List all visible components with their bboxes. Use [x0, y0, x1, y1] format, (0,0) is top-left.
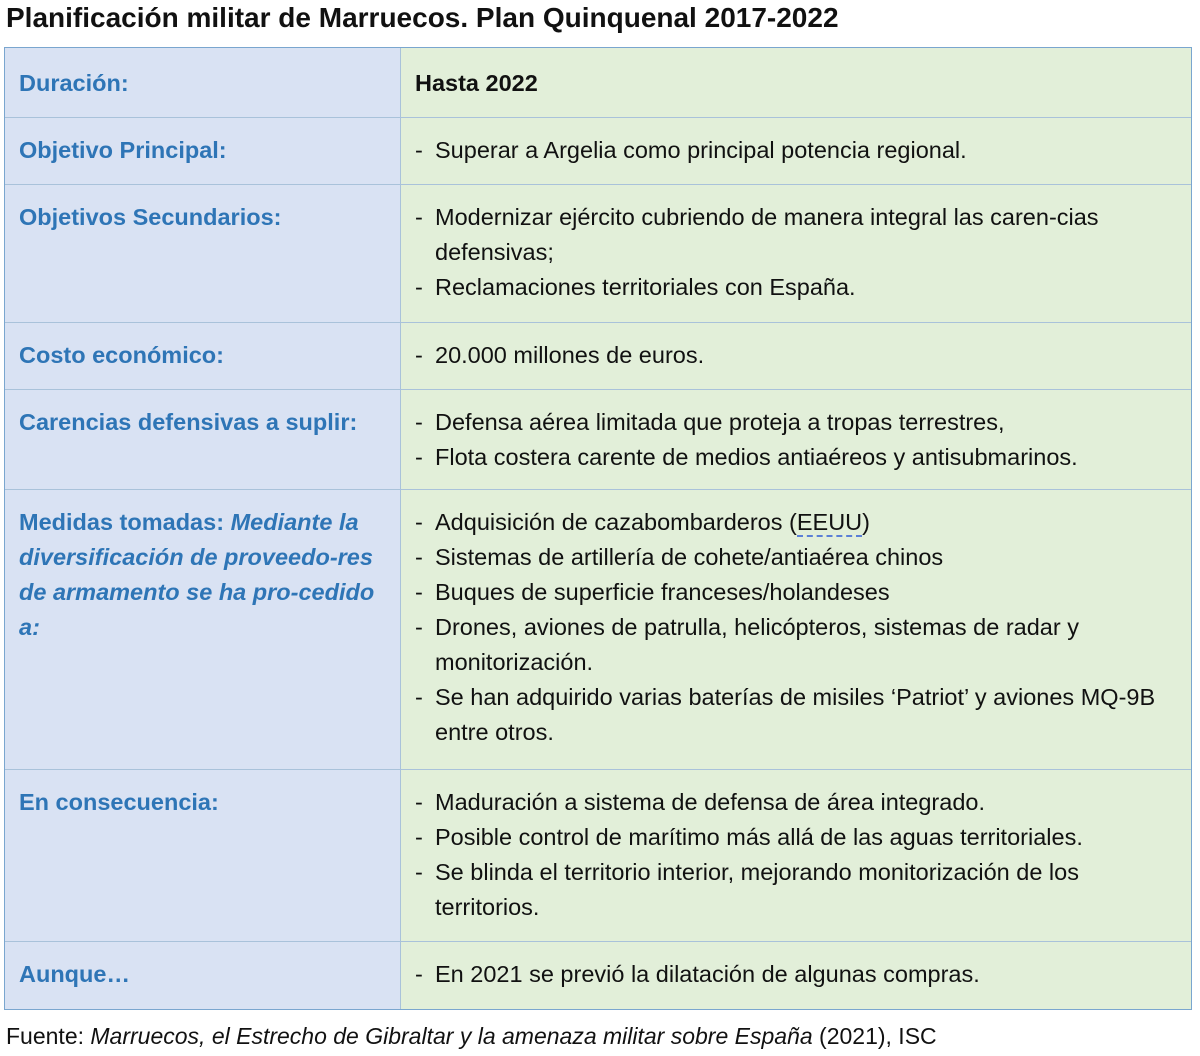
- row-label-italic: Mediante la diversificación de proveedo-res de armamento se ha pro-cedido a:: [19, 509, 375, 640]
- row-content: [401, 323, 1191, 389]
- row-label: Objetivo Principal:: [5, 118, 401, 184]
- row-label: Costo económico:: [5, 323, 401, 389]
- row-content: [401, 390, 1191, 489]
- list-item: - En 2021 se previó la dilatación de algunas compras.: [415, 961, 980, 987]
- list-item: - Reclamaciones territoriales con España.: [415, 274, 856, 300]
- list-item: - Sistemas de artillería de cohete/antiaérea chinos: [415, 544, 944, 570]
- list-item: - Adquisición de cazabombarderos (EEUU): [415, 509, 870, 535]
- table-row-medidas-tomadas: [5, 490, 1191, 770]
- source-footer: [6, 1018, 1194, 1054]
- list-item: - Superar a Argelia como principal potencia regional.: [415, 137, 967, 163]
- document-title: Planificación militar de Marruecos. Plan Quinquenal 2017-2022: [6, 2, 839, 33]
- row-content: [401, 185, 1191, 322]
- list-item: - Buques de superficie franceses/holandeses: [415, 579, 890, 605]
- list-item: - Maduración a sistema de defensa de área integrado.: [415, 789, 985, 815]
- table-row-objetivos-secundarios: [5, 185, 1191, 323]
- table-row-aunque: [5, 942, 1191, 1009]
- list-item: - Defensa aérea limitada que proteja a tropas terrestres,: [415, 409, 1005, 435]
- row-label: Duración:: [5, 48, 401, 117]
- list-item: - Se han adquirido varias baterías de misiles ‘Patriot’ y aviones MQ-9B entre otros.: [415, 684, 1156, 745]
- row-label: Objetivos Secundarios:: [5, 185, 401, 322]
- row-label: Carencias defensivas a suplir:: [5, 390, 401, 489]
- list-item: - Se blinda el territorio interior, mejorando monitorización de los territorios.: [415, 859, 1079, 920]
- eeuu-abbreviation: EEUU: [796, 509, 863, 535]
- row-content: [401, 942, 1191, 1009]
- list-item: - Flota costera carente de medios antiaéreos y antisubmarinos.: [415, 444, 1078, 470]
- row-content: [401, 118, 1191, 184]
- row-content: [401, 770, 1191, 941]
- list-item: - 20.000 millones de euros.: [415, 342, 705, 368]
- table-row-en-consecuencia: [5, 770, 1191, 942]
- footer-source-title: Marruecos, el Estrecho de Gibraltar y la amenaza militar sobre España: [90, 1023, 813, 1049]
- footer-prefix: Fuente:: [6, 1023, 91, 1049]
- row-label-main: Medidas tomadas:: [19, 509, 225, 535]
- list-item: - Modernizar ejército cubriendo de manera integral las caren-cias defensivas;: [415, 204, 1099, 265]
- table-row-duracion: [5, 48, 1191, 118]
- table-row-objetivo-principal: [5, 118, 1191, 185]
- row-label: Aunque…: [5, 942, 401, 1009]
- row-label: En consecuencia:: [5, 770, 401, 941]
- row-content: [401, 490, 1191, 769]
- footer-suffix: (2021), ISC: [812, 1023, 937, 1049]
- list-item: - Drones, aviones de patrulla, helicópteros, sistemas de radar y monitorización.: [415, 614, 1079, 675]
- table-row-carencias-defensivas: [5, 390, 1191, 490]
- list-item: - Posible control de marítimo más allá de las aguas territoriales.: [415, 824, 1083, 850]
- table-row-costo-economico: [5, 323, 1191, 390]
- row-value: Hasta 2022: [401, 48, 1191, 117]
- plan-table: [4, 47, 1192, 1010]
- row-label: [5, 490, 401, 769]
